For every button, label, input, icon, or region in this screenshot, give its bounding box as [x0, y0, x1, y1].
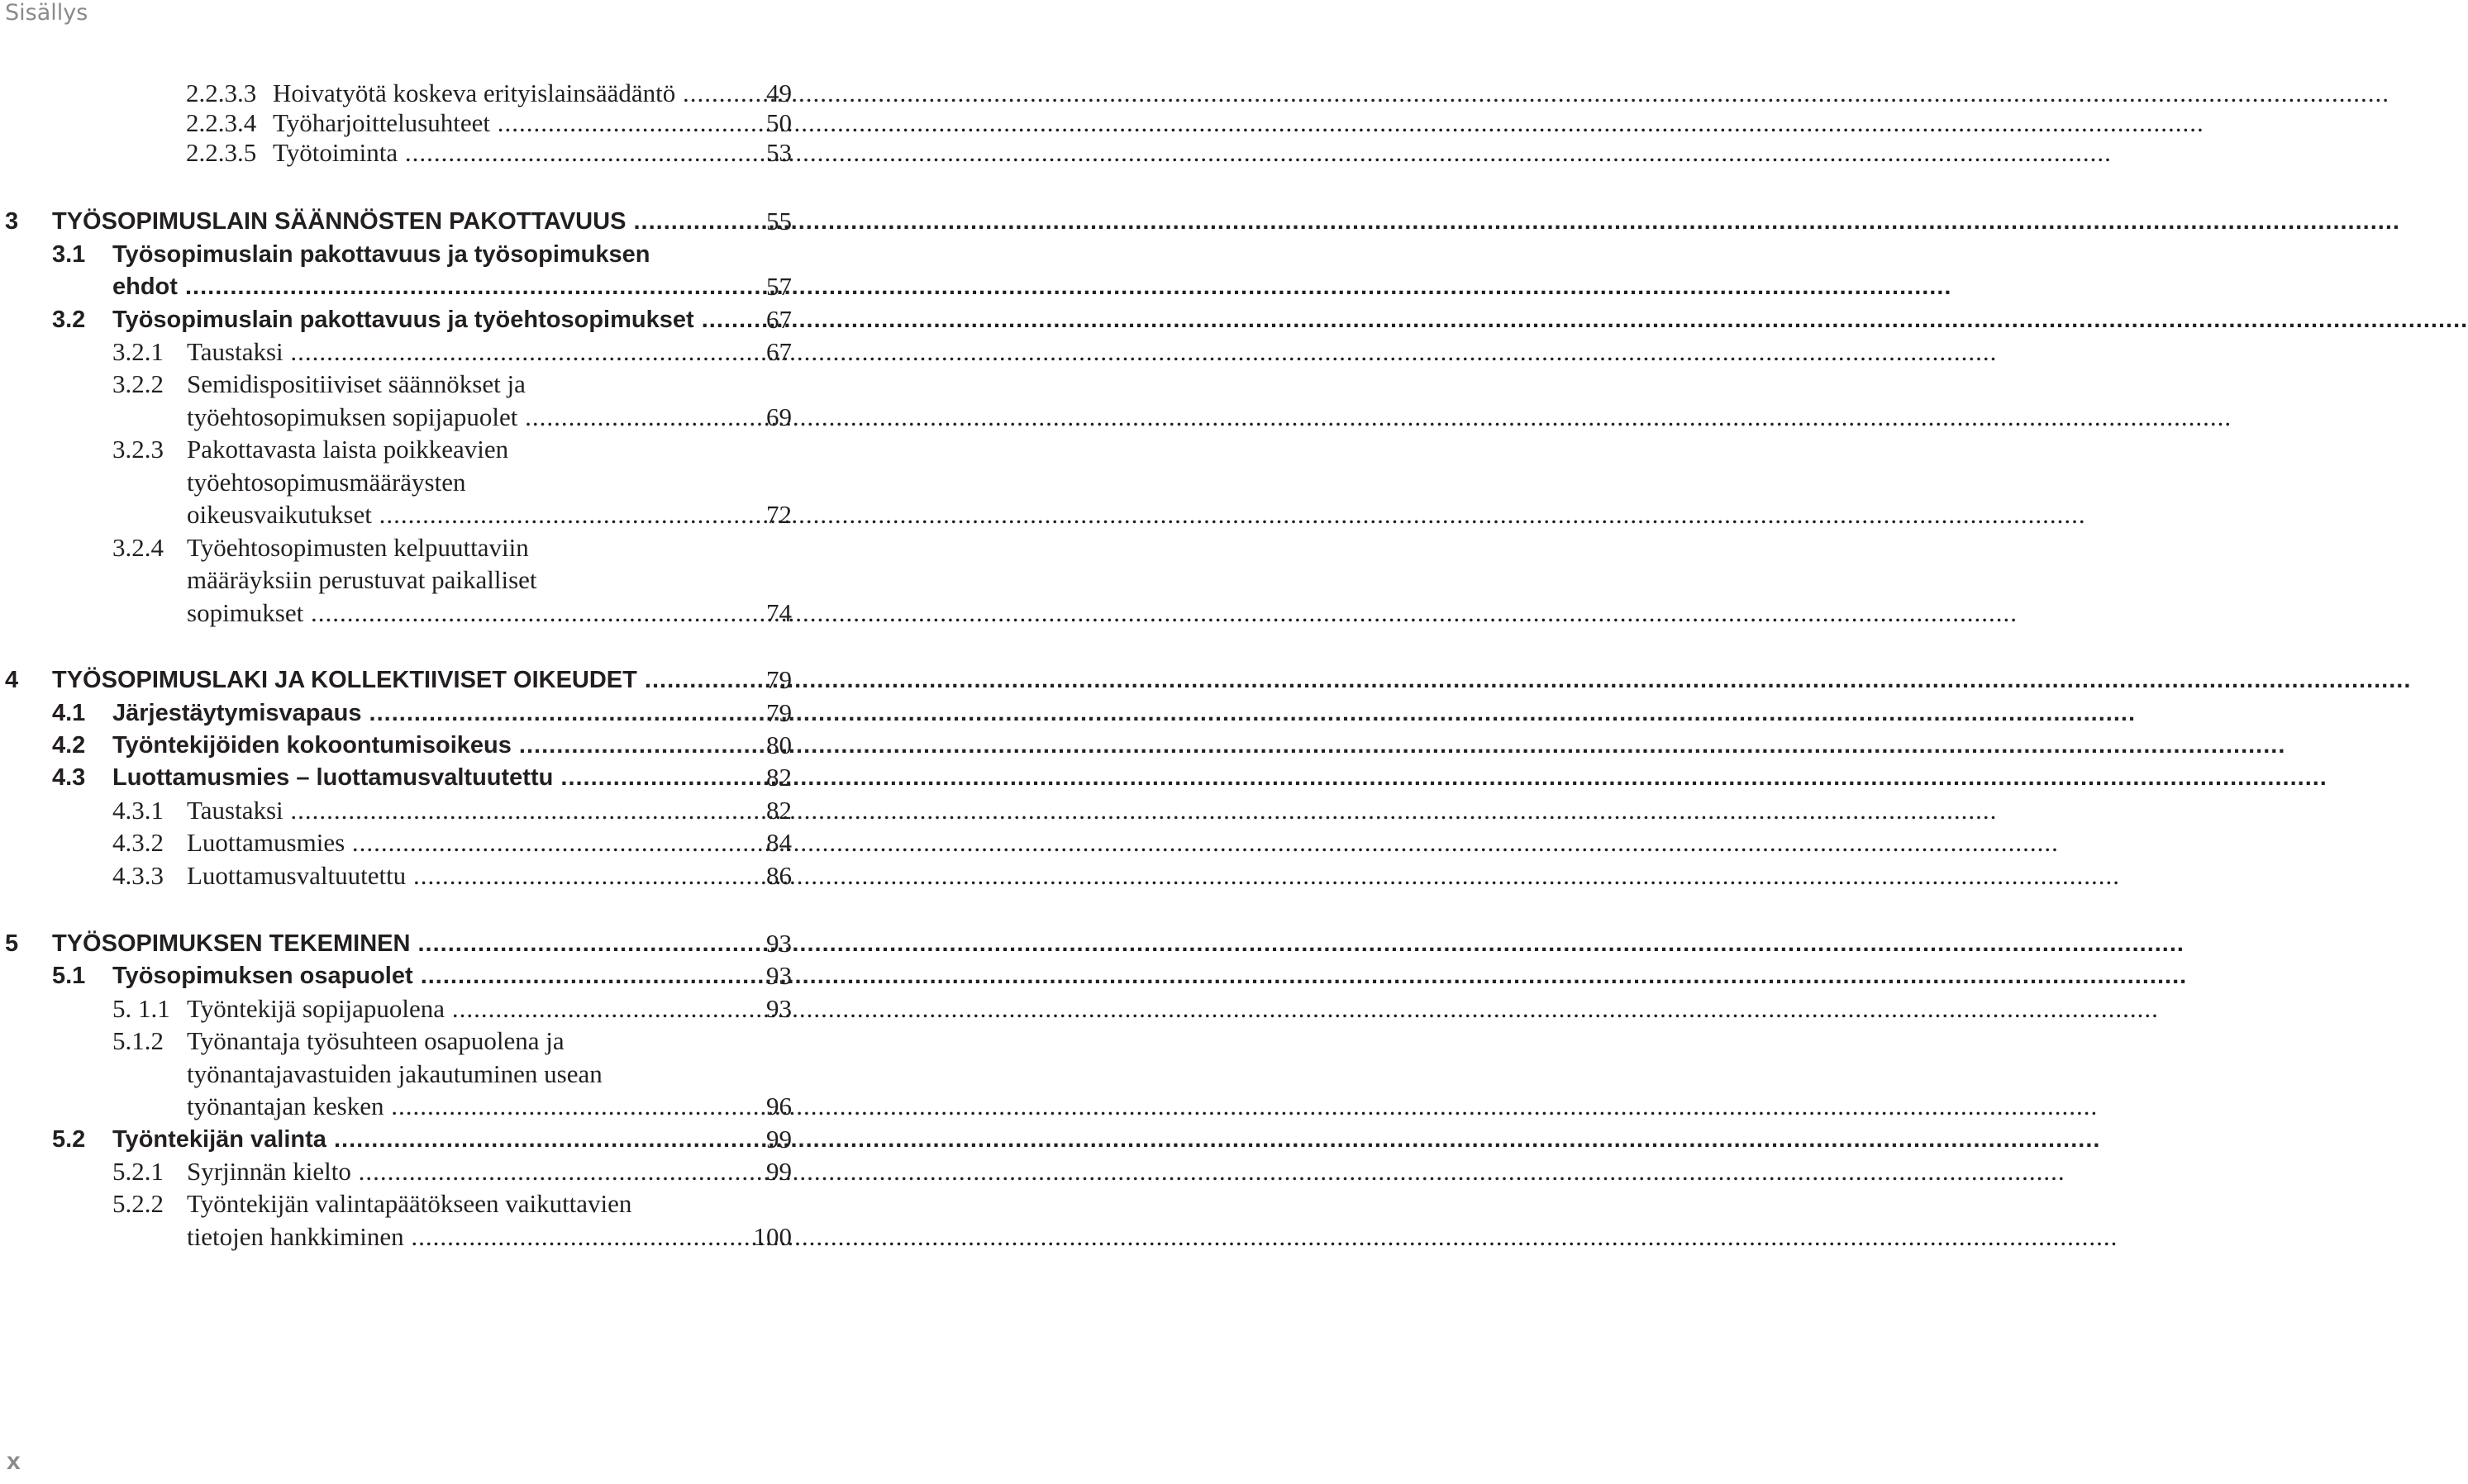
toc-chapter-title: TYÖSOPIMUSLAIN SÄÄNNÖSTEN PAKOTTAVUUS .....: [52, 204, 631, 239]
toc-section-number: 3.1: [52, 241, 86, 268]
toc-entry-number: 5.2.2: [112, 1189, 164, 1218]
toc-entry-title: Työntekijä sopijapuolena .....: [187, 992, 631, 1026]
toc-entry-title: työnantajavastuiden jakautuminen usean: [187, 1059, 603, 1088]
toc-section-number: 3.2: [52, 307, 86, 333]
toc-entry: 3.2.1 Taustaksi ..... 67: [0, 335, 793, 369]
toc-entry-number: 5.2.1: [112, 1157, 164, 1186]
toc-entry-number: 5. 1.1: [112, 994, 170, 1023]
toc-entry-continuation: [0, 465, 793, 500]
toc-entry-title: Työnantaja työsuhteen osapuolena ja: [187, 1026, 565, 1055]
toc-entry-continuation: [0, 1057, 793, 1092]
toc-entry: [0, 530, 793, 565]
toc-entry-title: työehtosopimuksen sopijapuolet .....: [187, 400, 631, 435]
toc-section: 4.2 Työntekijöiden kokoontumisoikeus ..... 80: [0, 728, 793, 763]
toc-entry-number: 5.1.2: [112, 1026, 164, 1055]
toc-section-number: 4.3: [52, 764, 86, 791]
toc-section: 5.1 Työsopimuksen osapuolet ..... 93: [0, 958, 793, 993]
toc-entry-number: 2.2.3.4: [186, 108, 257, 137]
toc-entry-number: 3.2.4: [112, 533, 164, 562]
toc-entry-number: 3.2.1: [112, 337, 164, 366]
toc-section-number: 5.2: [52, 1126, 86, 1153]
toc-section-number: 4.2: [52, 732, 86, 759]
toc-section-number: 4.1: [52, 700, 86, 726]
toc-entry: 2.2.3.3 Hoivatyötä koskeva erityislainsäädäntö ..... 49: [0, 76, 793, 111]
table-of-contents: [0, 0, 793, 1484]
toc-entry-title: Taustaksi .....: [187, 793, 631, 828]
toc-entry-title: Pakottavasta laista poikkeavien: [187, 435, 509, 464]
toc-section-continuation: ehdot ..... 57: [0, 269, 793, 304]
toc-section-title: Työntekijöiden kokoontumisoikeus .....: [112, 728, 631, 763]
toc-section-title: Työsopimuslain pakottavuus ja työehtosopimukset .....: [112, 302, 631, 337]
toc-entry-title: Semidispositiiviset säännökset ja: [187, 369, 526, 398]
toc-entry-title: tietojen hankkiminen .....: [187, 1220, 631, 1254]
toc-chapter: 5 TYÖSOPIMUKSEN TEKEMINEN ..... 93: [0, 926, 793, 961]
toc-chapter-number: 4: [5, 667, 19, 693]
toc-chapter: 3 TYÖSOPIMUSLAIN SÄÄNNÖSTEN PAKOTTAVUUS ..... 55: [0, 204, 793, 239]
toc-entry-continuation: [0, 563, 793, 597]
toc-entry: 4.3.3 Luottamusvaltuutettu ..... 86: [0, 859, 793, 893]
toc-entry-title: työehtosopimusmääräysten: [187, 468, 466, 497]
toc-entry-title: Työntekijän valintapäätökseen vaikuttavien: [187, 1189, 632, 1218]
toc-section-title: Luottamusmies – luottamusvaltuutettu .....: [112, 760, 631, 795]
toc-entry-number: 3.2.2: [112, 369, 164, 398]
toc-section-title: Työsopimuksen osapuolet .....: [112, 958, 631, 993]
toc-chapter: 4 TYÖSOPIMUSLAKI JA KOLLEKTIIVISET OIKEUDET ..... 79: [0, 663, 793, 697]
toc-entry-title: Hoivatyötä koskeva erityislainsäädäntö .....: [273, 76, 631, 111]
toc-entry-continuation: oikeusvaikutukset ..... 72: [0, 497, 793, 532]
toc-section: 3.2 Työsopimuslain pakottavuus ja työehtosopimukset ..... 67: [0, 302, 793, 337]
toc-chapter-title: TYÖSOPIMUKSEN TEKEMINEN .....: [52, 926, 631, 961]
toc-entry-title: määräyksiin perustuvat paikalliset: [187, 565, 537, 594]
toc-entry: 4.3.2 Luottamusmies ..... 84: [0, 825, 793, 860]
toc-entry-title: Työehtosopimusten kelpuuttaviin: [187, 533, 529, 562]
toc-entry-title: Työtoiminta .....: [273, 136, 631, 170]
toc-section-title: Työntekijän valinta .....: [112, 1122, 631, 1157]
toc-entry-title: Työharjoittelusuhteet .....: [273, 106, 631, 140]
toc-entry-continuation: työehtosopimuksen sopijapuolet ..... 69: [0, 400, 793, 435]
toc-chapter-number: 3: [5, 208, 19, 235]
page-numeral: x: [7, 1448, 21, 1475]
toc-section: 4.1 Järjestäytymisvapaus ..... 79: [0, 696, 793, 730]
running-header: Sisällys: [5, 0, 88, 26]
toc-entry-number: 4.3.2: [112, 828, 164, 857]
toc-section-title: ehdot .....: [112, 269, 631, 304]
toc-entry-title: sopimukset .....: [187, 596, 631, 630]
toc-entry-continuation: sopimukset ..... 74: [0, 596, 793, 630]
toc-entry: 5.2.1 Syrjinnän kielto ..... 99: [0, 1154, 793, 1189]
toc-entry: [0, 432, 793, 467]
toc-entry-title: Syrjinnän kielto .....: [187, 1154, 631, 1189]
toc-section-title: Järjestäytymisvapaus .....: [112, 696, 631, 730]
toc-entry-title: Luottamusvaltuutettu .....: [187, 859, 631, 893]
toc-entry: 5. 1.1 Työntekijä sopijapuolena ..... 93: [0, 992, 793, 1026]
toc-entry: [0, 1187, 793, 1221]
toc-entry-number: 4.3.1: [112, 796, 164, 825]
toc-entry-number: 4.3.3: [112, 861, 164, 890]
toc-section-number: 5.1: [52, 963, 86, 989]
toc-entry: [0, 367, 793, 402]
toc-entry-number: 3.2.3: [112, 435, 164, 464]
toc-section: 5.2 Työntekijän valinta ..... 99: [0, 1122, 793, 1157]
toc-section: [0, 237, 793, 272]
toc-section-title: Työsopimuslain pakottavuus ja työsopimuksen: [112, 241, 650, 268]
toc-entry-title: Luottamusmies .....: [187, 825, 631, 860]
toc-entry-title: työnantajan kesken .....: [187, 1089, 631, 1124]
toc-entry-continuation: työnantajan kesken ..... 96: [0, 1089, 793, 1124]
toc-entry-number: 2.2.3.3: [186, 78, 257, 107]
toc-section: 4.3 Luottamusmies – luottamusvaltuutettu ..... 82: [0, 760, 793, 795]
toc-entry-number: 2.2.3.5: [186, 138, 257, 167]
toc-entry-title: oikeusvaikutukset .....: [187, 497, 631, 532]
toc-entry: [0, 1024, 793, 1058]
toc-entry: 2.2.3.5 Työtoiminta ..... 53: [0, 136, 793, 170]
toc-entry-title: Taustaksi .....: [187, 335, 631, 369]
toc-entry-continuation: tietojen hankkiminen ..... 100: [0, 1220, 793, 1254]
toc-chapter-number: 5: [5, 930, 19, 957]
toc-chapter-title: TYÖSOPIMUSLAKI JA KOLLEKTIIVISET OIKEUDET .....: [52, 663, 631, 697]
toc-entry: 2.2.3.4 Työharjoittelusuhteet ..... 50: [0, 106, 793, 140]
toc-entry: 4.3.1 Taustaksi ..... 82: [0, 793, 793, 828]
